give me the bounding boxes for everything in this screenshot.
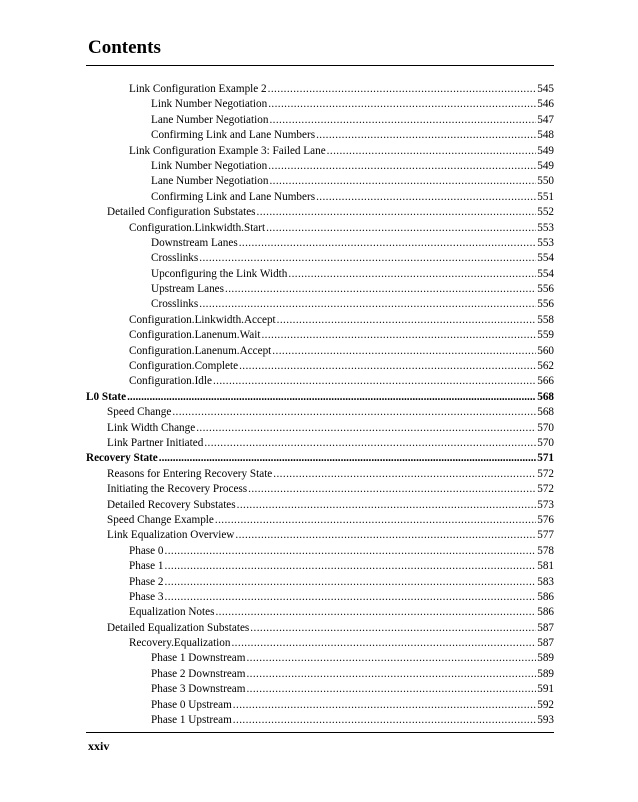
footer-rule: [86, 732, 554, 733]
toc-entry-page: 547: [537, 113, 554, 126]
toc-entry-page: 571: [537, 452, 554, 465]
toc-entry-page: 546: [537, 98, 554, 111]
toc-entry-page: 553: [537, 236, 554, 249]
toc-entry-page: 587: [537, 637, 554, 650]
toc-entry-page: 591: [537, 683, 554, 696]
toc-entry[interactable]: [86, 436, 554, 451]
toc-entry-page: 568: [537, 406, 554, 419]
toc-entry-page: 577: [537, 529, 554, 542]
toc-entry[interactable]: [86, 451, 554, 466]
toc-entry[interactable]: [86, 97, 554, 112]
toc-entry[interactable]: [86, 359, 554, 374]
toc-entry-title: Configuration.Linkwidth.Accept: [129, 313, 276, 326]
page-title: Contents: [88, 37, 161, 58]
toc-entry[interactable]: [86, 667, 554, 682]
toc-entry[interactable]: [86, 421, 554, 436]
toc-entry-page: 554: [537, 252, 554, 265]
toc-entry-page: 556: [537, 298, 554, 311]
toc-entry-page: 554: [537, 267, 554, 280]
toc-dot-leader: [268, 159, 536, 174]
toc-entry-page: 551: [537, 190, 554, 203]
toc-entry-title: Lane Number Negotiation: [151, 175, 269, 188]
toc-dot-leader: [246, 667, 536, 682]
toc-entry-page: 587: [537, 621, 554, 634]
toc-entry-title: Reasons for Entering Recovery State: [107, 467, 273, 480]
toc-entry[interactable]: [86, 651, 554, 666]
toc-entry-title: Phase 2 Downstream: [151, 667, 246, 680]
toc-entry-title: Crosslinks: [151, 298, 199, 311]
toc-entry-page: 570: [537, 436, 554, 449]
toc-entry-page: 586: [537, 590, 554, 603]
table-of-contents: [86, 82, 554, 728]
toc-entry[interactable]: [86, 221, 554, 236]
toc-entry[interactable]: [86, 174, 554, 189]
toc-dot-leader: [268, 82, 537, 97]
toc-entry-page: 589: [537, 652, 554, 665]
toc-dot-leader: [233, 713, 536, 728]
toc-entry-title: Crosslinks: [151, 252, 199, 265]
toc-dot-leader: [215, 605, 536, 620]
toc-dot-leader: [225, 282, 536, 297]
toc-entry[interactable]: [86, 328, 554, 343]
toc-entry-title: Phase 1 Upstream: [151, 714, 232, 727]
toc-entry-title: Confirming Link and Lane Numbers: [151, 190, 316, 203]
toc-entry[interactable]: [86, 82, 554, 97]
toc-entry-page: 545: [537, 83, 554, 95]
toc-entry-title: Phase 0 Upstream: [151, 698, 232, 711]
toc-dot-leader: [127, 390, 536, 405]
toc-entry-title: Link Number Negotiation: [151, 98, 268, 111]
toc-dot-leader: [246, 682, 536, 697]
toc-entry-page: 570: [537, 421, 554, 434]
toc-entry-title: Downstream Lanes: [151, 236, 238, 249]
toc-entry-page: 576: [537, 513, 554, 526]
toc-entry[interactable]: [86, 544, 554, 559]
toc-dot-leader: [269, 174, 536, 189]
toc-entry-title: Link Width Change: [107, 421, 196, 434]
toc-entry[interactable]: [86, 682, 554, 697]
toc-entry[interactable]: [86, 113, 554, 128]
toc-entry-page: 581: [537, 560, 554, 573]
toc-entry[interactable]: [86, 698, 554, 713]
toc-dot-leader: [172, 405, 536, 420]
toc-dot-leader: [165, 559, 537, 574]
toc-entry-title: Speed Change Example: [107, 513, 214, 526]
toc-entry-page: 562: [537, 360, 554, 373]
toc-entry-title: Detailed Recovery Substates: [107, 498, 236, 511]
toc-entry-page: 589: [537, 667, 554, 680]
toc-entry[interactable]: [86, 282, 554, 297]
toc-dot-leader: [165, 590, 537, 605]
toc-entry-page: 572: [537, 483, 554, 496]
toc-dot-leader: [316, 128, 536, 143]
toc-entry-title: Configuration.Idle: [129, 375, 212, 388]
toc-entry-title: Confirming Link and Lane Numbers: [151, 129, 316, 142]
toc-entry[interactable]: [86, 390, 554, 405]
toc-entry-page: 578: [537, 544, 554, 557]
toc-entry-title: Phase 3: [129, 590, 164, 603]
toc-dot-leader: [316, 190, 536, 205]
toc-entry-title: Phase 0: [129, 544, 164, 557]
toc-entry-page: 549: [537, 159, 554, 172]
toc-entry-title: Link Partner Initiated: [107, 436, 204, 449]
toc-dot-leader: [196, 421, 536, 436]
toc-entry[interactable]: [86, 559, 554, 574]
toc-dot-leader: [233, 698, 536, 713]
toc-entry-title: Equalization Notes: [129, 606, 215, 619]
toc-entry[interactable]: [86, 144, 554, 159]
toc-entry[interactable]: [86, 267, 554, 282]
toc-dot-leader: [239, 359, 536, 374]
toc-entry[interactable]: [86, 405, 554, 420]
toc-entry-page: 556: [537, 283, 554, 296]
toc-dot-leader: [266, 221, 536, 236]
toc-entry[interactable]: [86, 236, 554, 251]
toc-entry-title: Phase 3 Downstream: [151, 683, 246, 696]
toc-dot-leader: [273, 467, 536, 482]
toc-entry-page: 586: [537, 606, 554, 619]
toc-entry-page: 550: [537, 175, 554, 188]
toc-dot-leader: [239, 236, 537, 251]
toc-entry-page: 558: [537, 313, 554, 326]
toc-entry[interactable]: [86, 205, 554, 220]
toc-dot-leader: [165, 544, 537, 559]
toc-dot-leader: [261, 328, 536, 343]
toc-dot-leader: [269, 113, 536, 128]
toc-dot-leader: [246, 651, 536, 666]
toc-entry-title: Link Configuration Example 2: [129, 83, 267, 95]
toc-entry-page: 583: [537, 575, 554, 588]
toc-entry-title: Configuration.Lanenum.Accept: [129, 344, 272, 357]
toc-entry-title: Upstream Lanes: [151, 283, 225, 296]
toc-entry-title: Configuration.Lanenum.Wait: [129, 329, 261, 342]
toc-entry-page: 552: [537, 206, 554, 219]
toc-dot-leader: [215, 513, 536, 528]
toc-dot-leader: [231, 636, 536, 651]
toc-entry-title: Detailed Configuration Substates: [107, 206, 256, 219]
toc-dot-leader: [248, 482, 536, 497]
toc-entry-page: 593: [537, 714, 554, 727]
toc-entry[interactable]: [86, 467, 554, 482]
toc-entry-page: 549: [537, 144, 554, 157]
toc-entry-title: Configuration.Linkwidth.Start: [129, 221, 266, 234]
toc-entry[interactable]: [86, 621, 554, 636]
toc-dot-leader: [257, 205, 537, 220]
toc-dot-leader: [213, 374, 536, 389]
toc-dot-leader: [199, 251, 536, 266]
toc-entry[interactable]: [86, 713, 554, 728]
toc-entry[interactable]: [86, 513, 554, 528]
toc-entry-title: Upconfiguring the Link Width: [151, 267, 288, 280]
toc-entry-title: Initiating the Recovery Process: [107, 483, 248, 496]
toc-entry-page: 553: [537, 221, 554, 234]
toc-entry-page: 572: [537, 467, 554, 480]
toc-entry[interactable]: [86, 528, 554, 543]
toc-dot-leader: [235, 528, 536, 543]
toc-entry-page: 548: [537, 129, 554, 142]
toc-entry-title: Link Number Negotiation: [151, 159, 268, 172]
toc-dot-leader: [272, 344, 536, 359]
toc-entry[interactable]: [86, 344, 554, 359]
toc-entry-title: Link Configuration Example 3: Failed Lane: [129, 144, 326, 157]
toc-dot-leader: [165, 575, 537, 590]
toc-entry-title: Configuration.Complete: [129, 360, 239, 373]
header-rule: [86, 65, 554, 66]
toc-entry-page: 592: [537, 698, 554, 711]
toc-entry-title: Link Equalization Overview: [107, 529, 235, 542]
toc-entry[interactable]: [86, 498, 554, 513]
toc-entry[interactable]: [86, 636, 554, 651]
toc-entry[interactable]: [86, 374, 554, 389]
toc-entry-title: Phase 1: [129, 560, 164, 573]
toc-entry[interactable]: [86, 128, 554, 143]
toc-entry-page: 573: [537, 498, 554, 511]
toc-entry-page: 566: [537, 375, 554, 388]
toc-dot-leader: [288, 267, 536, 282]
toc-entry-title: L0 State: [86, 390, 127, 403]
page-number: xxiv: [88, 739, 110, 753]
toc-entry[interactable]: [86, 190, 554, 205]
toc-entry[interactable]: [86, 590, 554, 605]
toc-entry[interactable]: [86, 297, 554, 312]
toc-entry[interactable]: [86, 575, 554, 590]
toc-entry-title: Recovery.Equalization: [129, 637, 231, 650]
toc-entry-title: Detailed Equalization Substates: [107, 621, 250, 634]
toc-dot-leader: [199, 297, 536, 312]
toc-dot-leader: [204, 436, 536, 451]
toc-entry-page: 559: [537, 329, 554, 342]
toc-dot-leader: [327, 144, 537, 159]
toc-entry-title: Phase 1 Downstream: [151, 652, 246, 665]
toc-entry[interactable]: [86, 482, 554, 497]
toc-dot-leader: [237, 498, 537, 513]
toc-entry[interactable]: [86, 313, 554, 328]
toc-entry-page: 568: [537, 390, 554, 403]
toc-entry[interactable]: [86, 605, 554, 620]
toc-entry-title: Phase 2: [129, 575, 164, 588]
toc-entry[interactable]: [86, 251, 554, 266]
toc-entry[interactable]: [86, 159, 554, 174]
toc-dot-leader: [277, 313, 537, 328]
toc-dot-leader: [159, 451, 536, 466]
toc-dot-leader: [268, 97, 536, 112]
toc-entry-title: Speed Change: [107, 406, 172, 419]
toc-entry-title: Lane Number Negotiation: [151, 113, 269, 126]
toc-entry-title: Recovery State: [86, 452, 158, 465]
toc-dot-leader: [250, 621, 536, 636]
toc-entry-page: 560: [537, 344, 554, 357]
